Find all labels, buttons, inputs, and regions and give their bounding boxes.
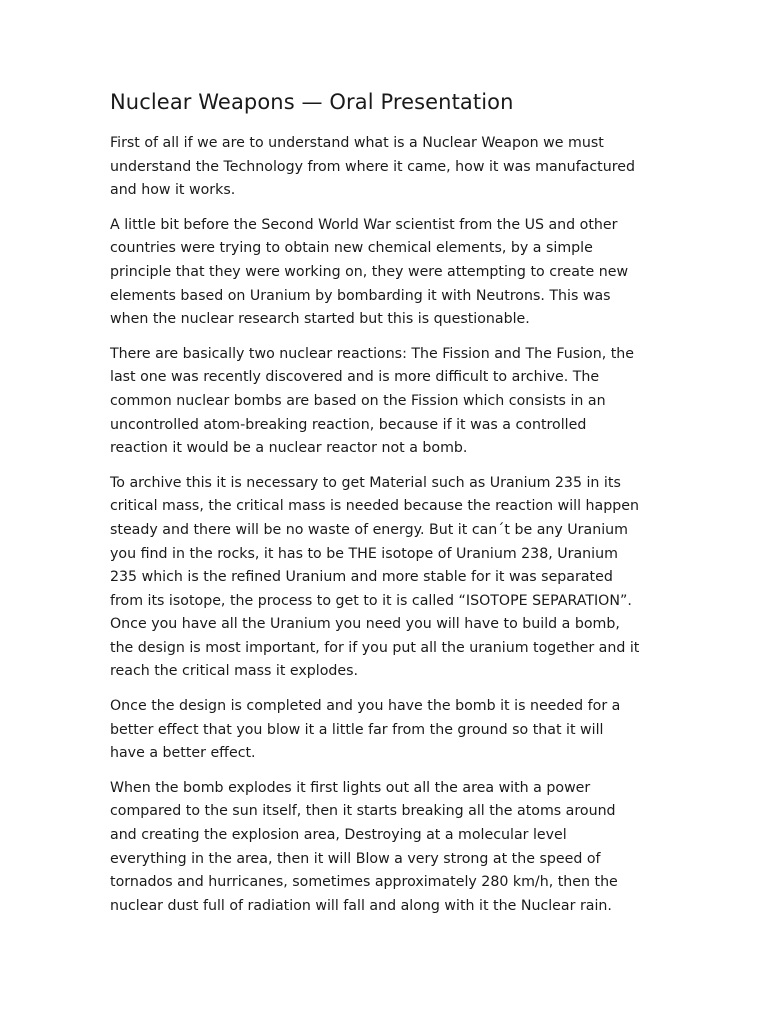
paragraph-line: Once you have all the Uranium you need you will have to build a bomb, (110, 616, 620, 633)
page-title: Nuclear Weapons — Oral Presentation (110, 90, 514, 114)
paragraph-list (110, 132, 670, 918)
paragraph-line: A little bit before the Second World War scientist from the US and other (110, 216, 618, 233)
paragraph-line: the design is most important, for if you put all the uranium together and it (110, 639, 640, 656)
paragraph-line: compared to the sun itself, then it starts breaking all the atoms around (110, 803, 616, 820)
paragraph (110, 132, 670, 203)
paragraph-line: reach the critical mass it explodes. (110, 663, 359, 680)
paragraph-line: There are basically two nuclear reactions: The Fission and The Fusion, the (110, 345, 635, 362)
paragraph-line: countries were trying to obtain new chemical elements, by a simple (110, 240, 593, 257)
paragraph-line: common nuclear bombs are based on the Fission which consists in an (110, 392, 606, 409)
paragraph-line: from its isotope, the process to get to it is called “ISOTOPE SEPARATION”. (110, 592, 632, 609)
paragraph-line: better effect that you blow it a little far from the ground so that it will (110, 721, 604, 738)
paragraph-line: nuclear dust full of radiation will fall and along with it the Nuclear rain. (110, 897, 612, 914)
paragraph-line: understand the Technology from where it came, how it was manufactured (110, 158, 635, 175)
paragraph-line: and how it works. (110, 182, 236, 199)
paragraph-line: and creating the explosion area, Destroying at a molecular level (110, 827, 567, 844)
paragraph-line: uncontrolled atom-breaking reaction, because if it was a controlled (110, 416, 587, 433)
paragraph (110, 472, 670, 684)
paragraph-line: reaction it would be a nuclear reactor not a bomb. (110, 440, 468, 457)
paragraph (110, 777, 670, 919)
paragraph-line: you find in the rocks, it has to be THE isotope of Uranium 238, Uranium (110, 545, 618, 562)
paragraph (110, 343, 670, 461)
paragraph-line: have a better effect. (110, 745, 256, 762)
paragraph-line: when the nuclear research started but this is questionable. (110, 311, 530, 328)
paragraph-line: 235 which is the refined Uranium and more stable for it was separated (110, 569, 613, 586)
paragraph (110, 695, 670, 766)
paragraph-line: elements based on Uranium by bombarding it with Neutrons. This was (110, 287, 611, 304)
paragraph-line: critical mass, the critical mass is needed because the reaction will happen (110, 498, 639, 515)
paragraph-line: When the bomb explodes it first lights out all the area with a power (110, 779, 591, 796)
paragraph-line: First of all if we are to understand what is a Nuclear Weapon we must (110, 135, 604, 151)
paragraph-line: steady and there will be no waste of energy. But it can´t be any Uranium (110, 521, 628, 538)
paragraph-line: tornados and hurricanes, sometimes approximately 280 km/h, then the (110, 874, 618, 891)
paragraph-line: last one was recently discovered and is more difficult to archive. The (110, 369, 600, 386)
document-body (110, 86, 670, 929)
paragraph-line: principle that they were working on, they were attempting to create new (110, 263, 629, 280)
paragraph-line: To archive this it is necessary to get Material such as Uranium 235 in its (110, 474, 621, 491)
paragraph (110, 214, 670, 332)
paragraph-line: Once the design is completed and you have the bomb it is needed for a (110, 698, 621, 715)
paragraph-line: everything in the area, then it will Blow a very strong at the speed of (110, 850, 601, 867)
